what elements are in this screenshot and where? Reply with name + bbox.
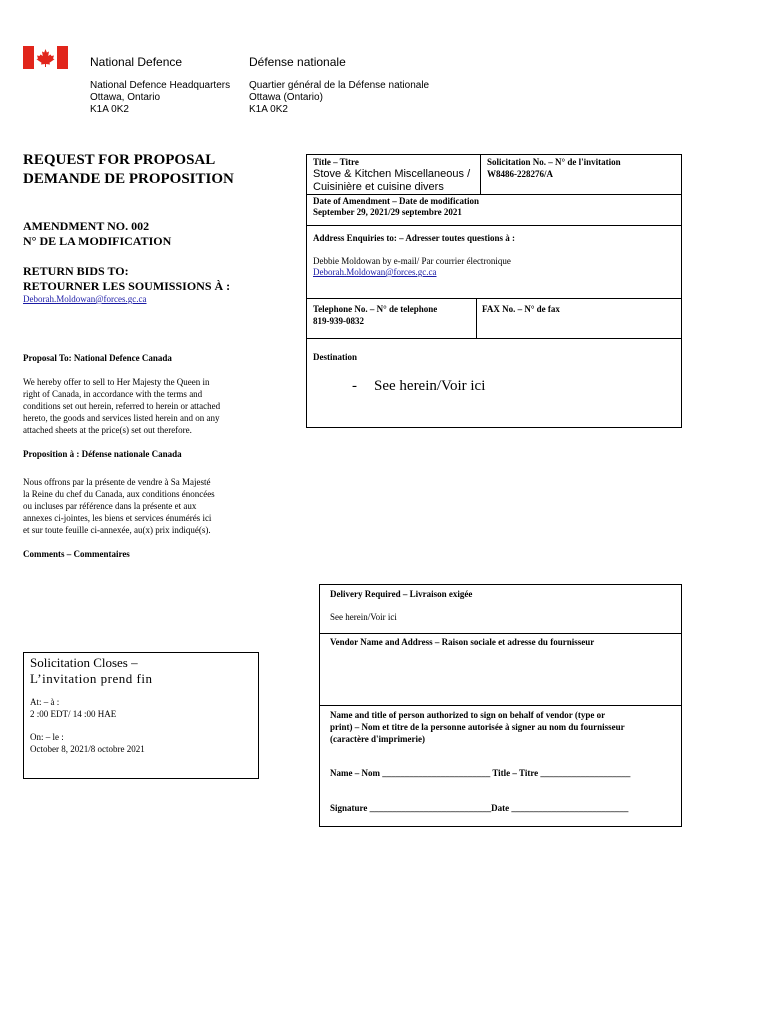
proposal-to-fr: Proposition à : Défense nationale Canada bbox=[23, 449, 182, 459]
delivery-value: See herein/Voir ici bbox=[330, 612, 397, 622]
address-en: National Defence Headquarters Ottawa, Ontario K1A 0K2 bbox=[90, 80, 231, 115]
enquiries-email-link[interactable]: Deborah.Moldowan@forces.gc.ca bbox=[313, 267, 437, 277]
authorized-signer-label: Name and title of person authorized to sign on behalf of vendor (type or print) – Nom et titre de la personne autorisée à signer au nom du fournisseur (caractère d'imprimerie) bbox=[330, 710, 625, 744]
return-bids-heading: RETURN BIDS TO: RETOURNER LES SOUMISSIONS À : bbox=[23, 264, 231, 293]
proposal-to-en: Proposal To: National Defence Canada bbox=[23, 353, 172, 363]
solicitation-label: Solicitation No. – N° de l'invitation bbox=[487, 157, 621, 167]
amendment-date-label: Date of Amendment – Date de modification bbox=[313, 196, 479, 206]
solicitation-number: W8486-228276/A bbox=[487, 169, 553, 179]
title-value: Stove & Kitchen Miscellaneous / Cuisinière et cuisine divers bbox=[313, 168, 471, 193]
signature-date-line[interactable]: Signature ___________________________Date __________________________ bbox=[330, 803, 629, 813]
divider bbox=[306, 194, 682, 195]
destination-value: See herein/Voir ici bbox=[374, 378, 486, 394]
document-title: REQUEST FOR PROPOSAL DEMANDE DE PROPOSITION bbox=[23, 152, 234, 187]
divider bbox=[480, 154, 481, 194]
dept-name-fr: Défense nationale bbox=[249, 55, 346, 69]
destination-label: Destination bbox=[313, 352, 358, 362]
divider bbox=[306, 338, 682, 339]
enquiries-label: Address Enquiries to: – Adresser toutes questions à : bbox=[313, 233, 516, 243]
divider bbox=[306, 225, 682, 226]
enquiries-contact: Debbie Moldowan by e-mail/ Par courrier électronique bbox=[313, 256, 511, 266]
divider bbox=[476, 298, 477, 338]
amendment-number: AMENDMENT NO. 002 N° DE LA MODIFICATION bbox=[23, 219, 172, 248]
address-fr: Quartier général de la Défense nationale Ottawa (Ontario) K1A 0K2 bbox=[249, 80, 430, 115]
closing-time: At: – à : 2 :00 EDT/ 14 :00 HAE bbox=[30, 697, 117, 719]
return-email-link[interactable]: Deborah.Moldowan@forces.gc.ca bbox=[23, 294, 147, 304]
canada-flag-icon bbox=[23, 46, 68, 69]
divider bbox=[306, 298, 682, 299]
proposal-text-fr: Nous offrons par la présente de vendre à Sa Majesté la Reine du chef du Canada, aux conditions énoncées ou incluses par référence dans la présente et aux annexes ci-jointes, les biens et services énumérés ici et sur toute feuille ci-annexée, au(x) prix indiqué(s). bbox=[23, 477, 215, 535]
delivery-label: Delivery Required – Livraison exigée bbox=[330, 589, 473, 599]
amendment-date-value: September 29, 2021/29 septembre 2021 bbox=[313, 207, 462, 217]
destination-dash: - bbox=[352, 378, 357, 394]
title-label: Title – Titre bbox=[313, 157, 359, 167]
closing-title: Solicitation Closes – L’invitation prend fin bbox=[30, 655, 153, 686]
telephone-label: Telephone No. – N° de telephone bbox=[313, 304, 438, 314]
divider bbox=[319, 705, 682, 706]
vendor-name-address-label: Vendor Name and Address – Raison sociale et adresse du fournisseur bbox=[330, 637, 595, 647]
telephone-value: 819-939-0832 bbox=[313, 316, 364, 326]
fax-label: FAX No. – N° de fax bbox=[482, 304, 560, 314]
name-title-line[interactable]: Name – Nom ________________________ Title – Titre ____________________ bbox=[330, 768, 631, 778]
divider bbox=[319, 633, 682, 634]
proposal-text-en: We hereby offer to sell to Her Majesty the Queen in right of Canada, in accordance with the terms and conditions set out herein, referred to herein or attached hereto, the goods and services listed herein and on any attached sheets at the price(s) set out therefore. bbox=[23, 377, 221, 435]
dept-name-en: National Defence bbox=[90, 55, 183, 69]
closing-date: On: – le : October 8, 2021/8 octobre 2021 bbox=[30, 732, 145, 754]
comments-label: Comments – Commentaires bbox=[23, 549, 130, 559]
